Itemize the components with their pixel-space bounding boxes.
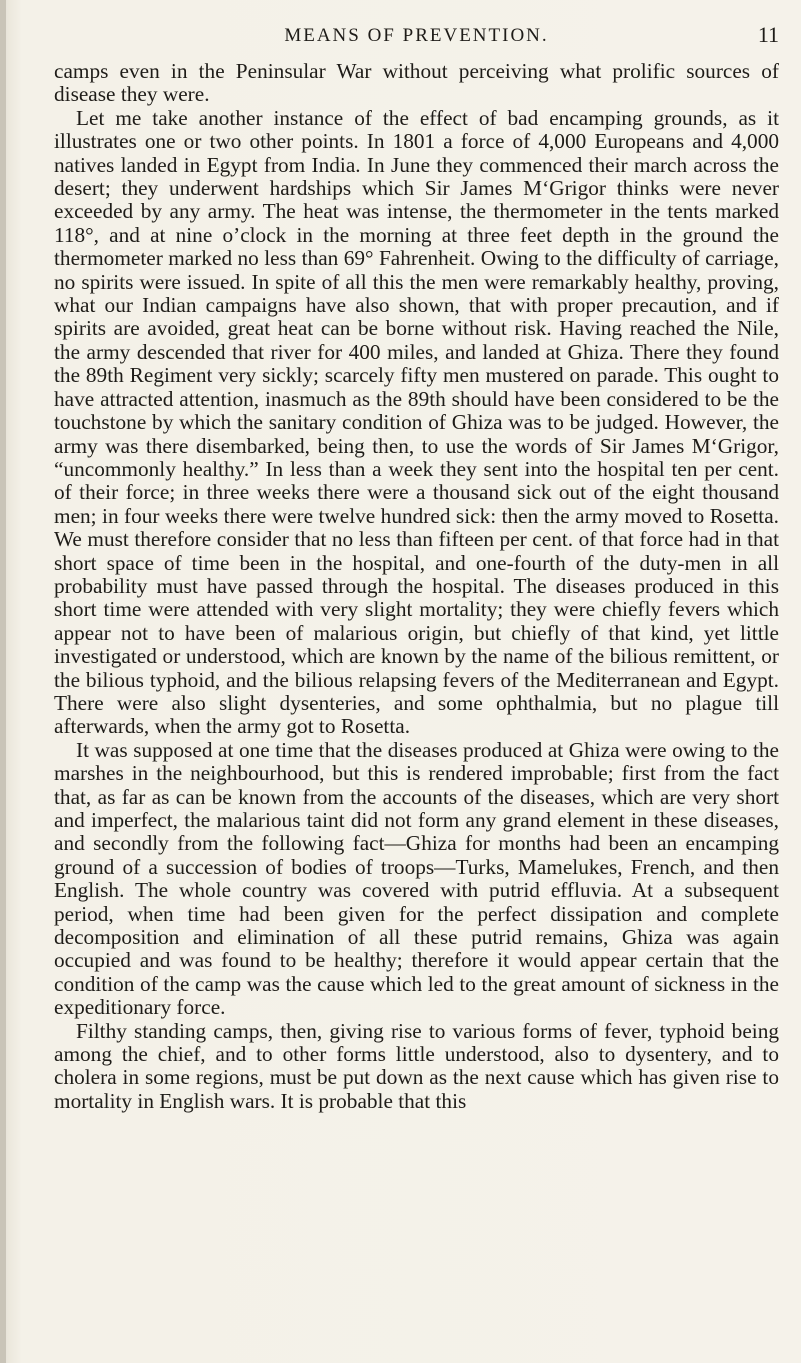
paragraph: Let me take another instance of the effect of bad encamping grounds, as it illustrates one or two other points. In 1801 a force of 4,000 Europeans and 4,000 natives landed in Egypt from India. In June they commenced their march across the desert; they underwent hardships which Sir James M‘Grigor thinks were never exceeded by any army. The heat was intense, the thermometer in the tents marked 118°, and at nine o’clock in the morning at three feet depth in the ground the thermometer marked no less than 69° Fahrenheit. Owing to the difficulty of carriage, no spirits were issued. In spite of all this the men were remarkably healthy, proving, what our Indian campaigns have also shown, that with proper precaution, and if spirits are avoided, great heat can be borne without risk. Having reached the Nile, the army descended that river for 400 miles, and landed at Ghiza. There they found the 89th Regiment very sickly; scarcely fifty men mustered on parade. This ought to have attracted attention, inasmuch as the 89th should have been considered to be the touchstone by which the sanitary condition of Ghiza was to be judged. However, the army was there disembarked, being then, to use the words of Sir James M‘Grigor, “uncommonly healthy.” In less than a week they sent into the hospital ten per cent. of their force; in three weeks there were a thousand sick out of the eight thousand men; in four weeks there were twelve hundred sick: then the army moved to Rosetta. We must therefore consider that no less than fifteen per cent. of that force had in that short space of time been in the hospital, and one-fourth of the duty-men in all probability must have passed through the hospital. The diseases produced in this short time were attended with very slight mortality; they were chiefly fevers which appear not to have been of malarious origin, but chiefly of that kind, yet little investigated or understood, which are known by the name of the bilious remittent, or the bilious typhoid, and the bilious relapsing fevers of the Mediterranean and Egypt. There were also slight dysenteries, and some ophthalmia, but no plague till afterwards, when the army got to Rosetta. (54, 105, 779, 739)
body-text (54, 60, 779, 1113)
page-header (54, 22, 779, 52)
page-gutter-shadow (0, 0, 6, 1363)
paragraph: camps even in the Peninsular War without perceiving what prolific sources of disease they were. (54, 59, 779, 107)
paragraph: Filthy standing camps, then, giving rise to various forms of fever, typhoid being among the chief, and to other forms little understood, also to dysentery, and to cholera in some regions, must be put down as the next cause which has given rise to mortality in English wars. It is probable that this (54, 1018, 779, 1113)
page-number: 11 (757, 22, 779, 47)
paragraph: It was supposed at one time that the diseases produced at Ghiza were owing to the marshes in the neighbourhood, but this is rendered improbable; first from the fact that, as far as can be known from the accounts of the diseases, which are very short and imperfect, the malarious taint did not form any grand element in these diseases, and secondly from the following fact—Ghiza for months had been an encamping ground of a succession of bodies of troops—Turks, Mamelukes, French, and then English. The whole country was covered with putrid effluvia. At a subsequent period, when time had been given for the perfect dissipation and complete decomposition and elimination of all these putrid remains, Ghiza was again occupied and was found to be healthy; therefore it would appear certain that the condition of the camp was the cause which led to the great amount of sickness in the expeditionary force. (54, 737, 779, 1020)
running-title: MEANS OF PREVENTION. (284, 25, 549, 46)
